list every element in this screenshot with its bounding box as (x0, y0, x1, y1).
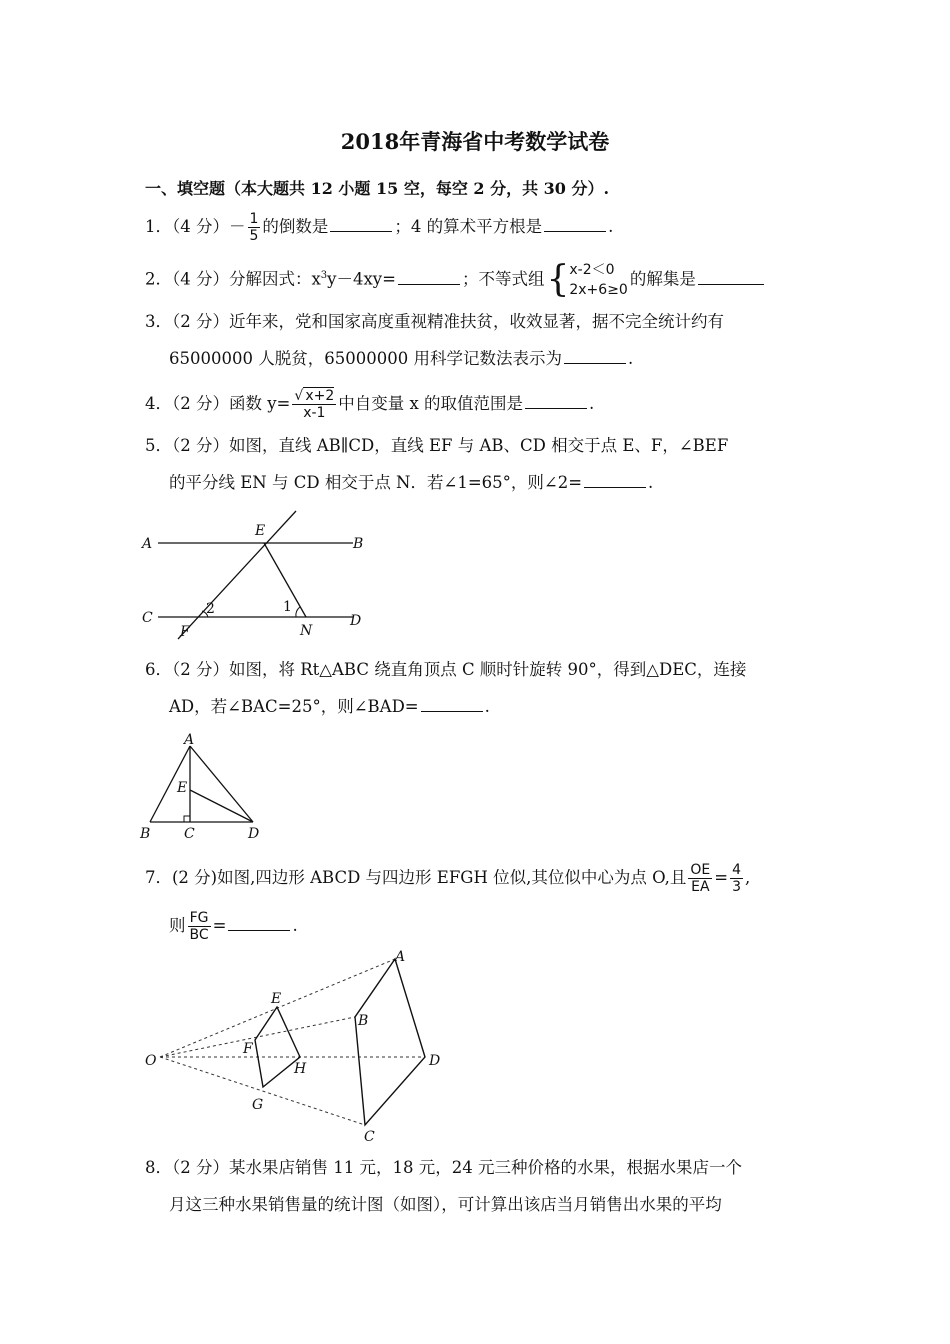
q7-text: 7．(2 分)如图,四边形 ABCD 与四边形 EFGH 位似,其位似中心为点 O,且 (145, 868, 687, 887)
q6-end: . (484, 697, 490, 716)
right-angle-icon (184, 816, 190, 822)
segment-ad (190, 746, 253, 822)
q1-frac-den: 5 (249, 228, 259, 244)
label-g: G (252, 1097, 264, 1113)
q6-blank (421, 695, 483, 712)
q2-inequality-system (546, 260, 627, 300)
q5-blank (584, 471, 646, 488)
ray-oc (160, 1057, 365, 1125)
sqrt-icon: √ (294, 388, 304, 404)
q1-prefix: 1．（4 分）－ (145, 217, 246, 236)
label-e: E (255, 523, 266, 539)
quad-abcd (355, 959, 425, 1125)
line-ef (178, 511, 296, 639)
q7-comma: , (745, 868, 751, 887)
label-f: F (243, 1041, 253, 1057)
label-d: D (429, 1053, 441, 1069)
page-title: 2018年青海省中考数学试卷 (340, 129, 610, 154)
q1-fraction (248, 211, 261, 244)
q7-fraction-2 (730, 862, 743, 895)
q2-blank-2 (698, 268, 764, 285)
question-8-line-2: 月这三种水果销售量的统计图（如图），可计算出该店当月销售出水果的平均 (169, 1195, 722, 1214)
q4-fraction (292, 388, 336, 421)
question-3-line-2 (169, 347, 633, 371)
label-e: E (271, 991, 282, 1007)
label-a: A (184, 732, 195, 748)
q2-blank-1 (398, 268, 460, 285)
label-a: A (142, 536, 153, 552)
label-d: D (350, 613, 362, 629)
question-5-line-1: 5．（2 分）如图，直线 AB∥CD，直线 EF 与 AB、CD 相交于点 E、F，∠BEF (145, 436, 729, 455)
q7-frac2-num: 4 (732, 862, 742, 878)
label-angle-1: 1 (283, 599, 292, 615)
label-f: F (180, 624, 190, 640)
q7-frac1-num: OE (690, 862, 711, 878)
q3-text: 65000000 人脱贫，65000000 用科学记数法表示为 (169, 349, 562, 368)
question-2 (145, 260, 766, 300)
segment-ed (190, 790, 253, 822)
q7-frac2-den: 3 (732, 879, 742, 895)
q4-prefix: 4．（2 分）函数 y= (145, 394, 291, 413)
q1-blank-2 (544, 215, 606, 232)
question-4 (145, 388, 594, 421)
label-b: B (140, 826, 151, 842)
label-n: N (300, 623, 313, 639)
label-d: D (248, 826, 260, 842)
question-6-line-1: 6．（2 分）如图，将 Rt△ABC 绕直角顶点 C 顺时针旋转 90°，得到△DEC，连接 (145, 660, 747, 679)
label-b: B (358, 1013, 369, 1029)
q2-row-2: 2x+6≥0 (569, 282, 628, 298)
q4-frac-num (292, 388, 336, 405)
question-8-line-1: 8．（2 分）某水果店销售 11 元，18 元，24 元三种价格的水果，根据水果店一个 (145, 1158, 742, 1177)
q2-prefix: 2．（4 分）分解因式：x (145, 269, 321, 289)
q6-text: AD，若∠BAC=25°，则∠BAD= (169, 697, 419, 716)
q1-end: . (608, 217, 614, 236)
q1-blank-1 (330, 215, 392, 232)
figure-5 (138, 505, 378, 645)
q7-frac3-den: BC (189, 927, 209, 943)
q2-text-b: y－4xy= (327, 269, 396, 289)
label-c: C (364, 1129, 375, 1145)
q2-exponent: 3 (320, 270, 328, 281)
q5-end: . (648, 473, 654, 492)
q4-text-b: 中自变量 x 的取值范围是 (338, 394, 524, 413)
q7-equals-2: = (212, 916, 227, 935)
q7-equals: = (714, 868, 729, 887)
figure-7 (135, 945, 455, 1145)
q1-text-b: 的倒数是 (262, 217, 329, 236)
question-7-line-1 (145, 862, 750, 895)
q2-text-d: 的解集是 (629, 269, 696, 289)
q3-blank (564, 347, 626, 364)
label-c: C (184, 826, 195, 842)
q7-fraction-3 (188, 910, 211, 943)
q7-fraction-1 (688, 862, 712, 895)
q4-frac-den: x-1 (303, 405, 326, 421)
q2-text-c: ；不等式组 (461, 269, 545, 289)
question-7-line-2 (169, 910, 298, 943)
q7-frac3-num: FG (189, 910, 209, 926)
q7-blank (228, 914, 290, 931)
question-1 (145, 211, 613, 244)
question-5-line-2 (169, 471, 653, 495)
q3-end: . (627, 349, 634, 368)
q7-frac1-den: EA (691, 879, 710, 895)
q7-then: 则 (169, 916, 186, 935)
section-heading: 一、填空题（本大题共 12 小题 15 空，每空 2 分，共 30 分）. (145, 179, 610, 198)
angle-1-arc (296, 607, 300, 617)
question-3-line-1: 3．（2 分）近年来，党和国家高度重视精准扶贫，收效显著，据不完全统计约有 (145, 312, 724, 331)
brace-icon: { (546, 259, 570, 300)
q2-row-1: x-2＜0 (569, 262, 615, 278)
figure-6 (138, 728, 278, 844)
label-angle-2: 2 (206, 601, 215, 617)
q1-frac-num: 1 (249, 211, 259, 227)
label-h: H (294, 1061, 307, 1077)
label-b: B (353, 536, 364, 552)
q4-end: . (589, 394, 595, 413)
label-a: A (395, 949, 406, 965)
q7-end: . (292, 916, 298, 935)
q5-text: 的平分线 EN 与 CD 相交于点 N．若∠1=65°，则∠2= (169, 473, 583, 492)
label-o: O (145, 1053, 157, 1069)
q4-radicand: x+2 (305, 388, 335, 404)
label-e: E (177, 780, 188, 796)
q1-text-c: ；4 的算术平方根是 (394, 217, 543, 236)
q4-blank (525, 392, 587, 409)
label-c: C (142, 610, 153, 626)
question-6-line-2 (169, 695, 490, 719)
